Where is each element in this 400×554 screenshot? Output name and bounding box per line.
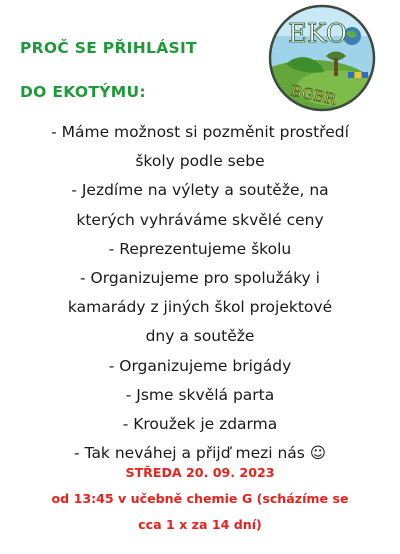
event-details-line1: od 13:45 v učebně chemie G (scházíme se: [51, 491, 349, 506]
list-item: - Tak neváhej a přijď mezi nás ☺: [74, 444, 326, 463]
list-item: - Organizujeme pro spolužáky i: [80, 268, 320, 287]
page-title-line2: DO EKOTÝMU:: [20, 83, 146, 101]
list-item: - Máme možnost si pozměnit prostředí: [51, 123, 349, 141]
list-item: - Reprezentujeme školu: [108, 239, 292, 258]
list-item: - Jezdíme na výlety a soutěže, na: [71, 181, 329, 200]
logo-text-bottom: BGBR: [289, 81, 338, 109]
list-item: kterých vyhráváme skvělé ceny: [76, 210, 324, 229]
list-item: dny a soutěže: [145, 327, 255, 346]
ekotym-logo: [266, 2, 378, 114]
page-title-line1: PROČ SE PŘIHLÁSIT: [20, 39, 197, 57]
event-details-line2: cca 1 x za 14 dní): [138, 517, 262, 532]
list-item: - Jsme skvělá parta: [125, 385, 275, 404]
logo-emblem-icon: [266, 2, 378, 114]
list-item: - Kroužek je zdarma: [122, 414, 278, 433]
list-item: školy podle sebe: [135, 152, 265, 171]
reasons-list: [0, 118, 400, 468]
list-item: - Organizujeme brigády: [108, 356, 292, 375]
logo-letters-top: EKO: [288, 19, 348, 49]
event-info: [0, 460, 400, 538]
event-date: STŘEDA 20. 09. 2023: [125, 465, 275, 480]
list-item: kamarády z jiných škol projektové: [67, 298, 333, 317]
